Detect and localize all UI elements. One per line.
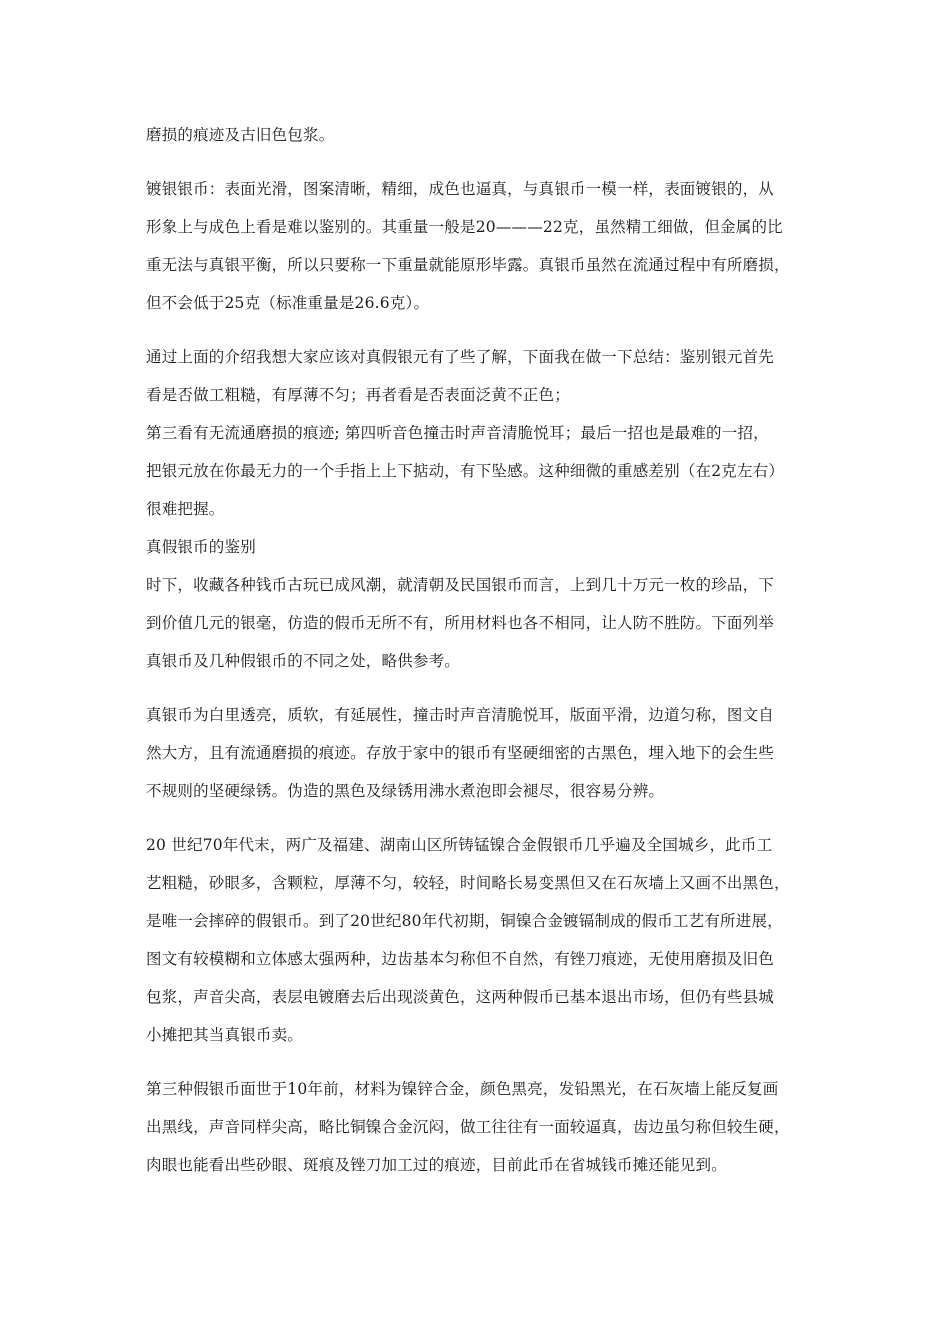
text-line: 镀银银币：表面光滑，图案清晰，精细，成色也逼真，与真银币一模一样，表面镀银的，从 <box>146 180 775 198</box>
text-line: 但不会低于25克（标准重量是26.6克）。 <box>146 294 430 312</box>
text-line: 艺粗糙，砂眼多，含颗粒，厚薄不匀，较轻，时间略长易变黑但又在石灰墙上又画不出黑色， <box>146 874 790 892</box>
text-line: 包浆，声音尖高，表层电镀磨去后出现淡黄色，这两种假币已基本退出市场，但仍有些县城 <box>146 988 775 1006</box>
text-line: 磨损的痕迹及古旧色包浆。 <box>146 126 335 144</box>
text-line: 20 世纪70年代末，两广及福建、湖南山区所铸锰镍合金假银币几乎遍及全国城乡，此币工 <box>146 836 773 854</box>
text-line: 把银元放在你最无力的一个手指上上下掂动，有下坠感。这种细微的重感差别（在2克左右） <box>146 462 785 480</box>
text-line: 真银币及几种假银币的不同之处，略供参考。 <box>146 652 461 670</box>
text-line: 然大方，且有流通磨损的痕迹。存放于家中的银币有坚硬细密的古黑色，埋入地下的会生些 <box>146 744 775 762</box>
text-line: 图文有较模糊和立体感太强两种，边齿基本匀称但不自然，有锉刀痕迹，无使用磨损及旧色 <box>146 950 775 968</box>
section-heading: 真假银币的鉴别 <box>146 538 256 556</box>
text-line: 小摊把其当真银币卖。 <box>146 1026 304 1044</box>
text-line: 不规则的坚硬绿锈。伪造的黑色及绿锈用沸水煮泡即会褪尽，很容易分辨。 <box>146 782 665 800</box>
text-line: 形象上与成色上看是难以鉴别的。其重量一般是20———22克，虽然精工细做，但金属的比 <box>146 218 783 236</box>
text-line: 重无法与真银平衡，所以只要称一下重量就能原形毕露。真银币虽然在流通过程中有所磨损， <box>146 256 790 274</box>
text-line: 通过上面的介绍我想大家应该对真假银元有了些了解，下面我在做一下总结：鉴别银元首先 <box>146 348 775 366</box>
text-line: 时下，收藏各种钱币古玩已成风潮，就清朝及民国银币而言，上到几十万元一枚的珍品，下 <box>146 576 775 594</box>
text-line: 真银币为白里透亮，质软，有延展性，撞击时声音清脆悦耳，版面平滑，边道匀称，图文自 <box>146 706 775 724</box>
text-line: 看是否做工粗糙，有厚薄不匀；再者看是否表面泛黄不正色； <box>146 386 570 404</box>
text-line: 第三种假银币面世于10年前，材料为镍锌合金，颜色黑亮，发铅黑光，在石灰墙上能反复画 <box>146 1080 779 1098</box>
text-line: 肉眼也能看出些砂眼、斑痕及锉刀加工过的痕迹，目前此币在省城钱币摊还能见到。 <box>146 1156 727 1174</box>
text-line: 出黑线，声音同样尖高，略比铜镍合金沉闷，做工往往有一面较逼真，齿边虽匀称但较生硬， <box>146 1118 790 1136</box>
text-line: 第三看有无流通磨损的痕迹; 第四听音色撞击时声音清脆悦耳；最后一招也是最难的一招， <box>146 424 769 442</box>
text-line: 很难把握。 <box>146 500 225 518</box>
text-line: 是唯一会摔碎的假银币。到了20世纪80年代初期，铜镍合金镀镉制成的假币工艺有所进展， <box>146 912 783 930</box>
text-line: 到价值几元的银毫，仿造的假币无所不有，所用材料也各不相同，让人防不胜防。下面列举 <box>146 614 775 632</box>
